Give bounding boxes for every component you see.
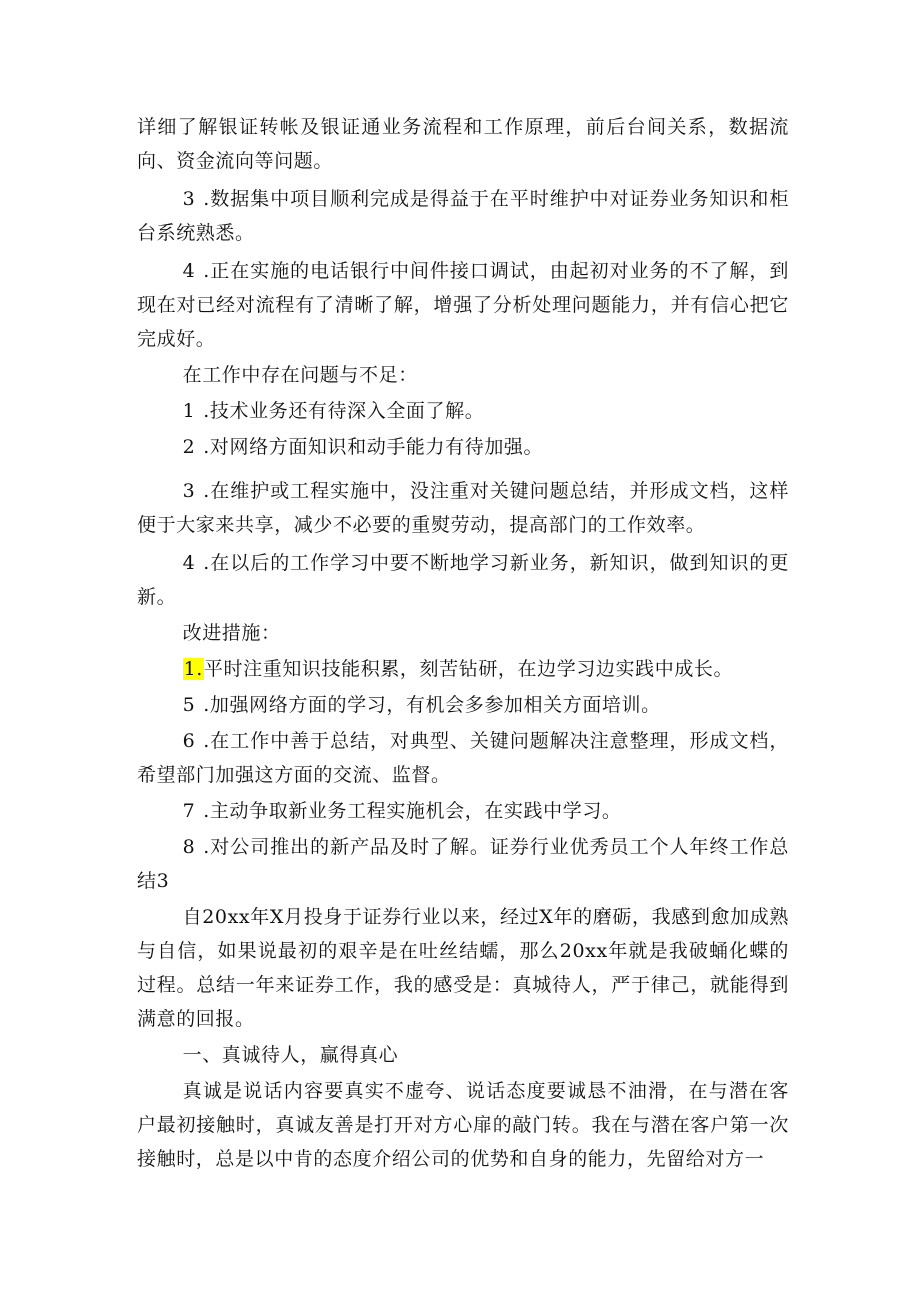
list-item <box>137 254 789 356</box>
list-item <box>137 688 789 722</box>
list-item <box>137 182 789 250</box>
section-heading <box>137 616 789 650</box>
list-number: 2 <box>182 436 196 458</box>
list-item <box>137 652 789 686</box>
list-item-text: .正在实施的电话银行中间件接口调试，由起初对业务的不了解，到现在对已经对流程有了清晰了解，增强了分析处理问题能力，并有信心把它完成好。 <box>137 260 789 350</box>
list-item <box>137 794 789 828</box>
list-number: 3 <box>182 480 196 502</box>
list-item <box>137 474 789 542</box>
list-number: 3 <box>182 188 196 210</box>
section-heading-text: 在工作中存在问题与不足： <box>182 364 418 386</box>
list-item-text: .对公司推出的新产品及时了解。证券行业优秀员工个人年终工作总结3 <box>137 836 789 892</box>
list-item-text: 平时注重知识技能积累，刻苦钻研，在边学习边实践中成长。 <box>203 658 734 680</box>
list-number: 5 <box>182 694 196 716</box>
list-item-text: .数据集中项目顺利完成是得益于在平时维护中对证券业务知识和柜台系统熟悉。 <box>137 188 789 244</box>
list-item <box>137 830 789 898</box>
section-heading <box>137 358 789 392</box>
list-item-text: .加强网络方面的学习，有机会多参加相关方面培训。 <box>203 694 661 716</box>
list-number: 6 <box>182 730 196 752</box>
paragraph-text: 自20xx年X月投身于证券行业以来，经过X年的磨砺，我感到愈加成熟与自信，如果说最初的艰辛是在吐丝结蠕，那么20xx年就是我破蛹化蝶的过程。总结一年来证券工作，我的感受是：真城待人，严于律己，就能得到满意的回报。 <box>137 906 789 1030</box>
paragraph-text: 真诚是说话内容要真实不虚夸、说话态度要诚恳不油滑，在与潜在客户最初接触时，真诚友善是打开对方心扉的敲门转。我在与潜在客户第一次接触时，总是以中肯的态度介绍公司的优势和自身的能力，先留给对方一 <box>137 1080 789 1170</box>
list-number: 4 <box>182 552 196 574</box>
list-item-text: .在工作中善于总结，对典型、关键问题解决注意整理，形成文档，希望部门加强这方面的交流、监督。 <box>137 730 789 786</box>
paragraph <box>137 900 789 1036</box>
document-body <box>137 110 789 1176</box>
list-item <box>137 394 789 428</box>
section-heading-text: 一、真诚待人，赢得真心 <box>182 1044 399 1066</box>
list-item-text: .对网络方面知识和动手能力有待加强。 <box>203 436 544 458</box>
list-item-text: .在维护或工程实施中，没注重对关键问题总结，并形成文档，这样便于大家来共享，减少不必要的重熨劳动，提高部门的工作效率。 <box>137 480 789 536</box>
paragraph <box>137 1074 789 1176</box>
paragraph-text: 详细了解银证转帐及银证通业务流程和工作原理，前后台间关系，数据流向、资金流向等问题。 <box>137 116 789 172</box>
list-item <box>137 430 789 464</box>
list-number: 1 <box>182 400 196 422</box>
section-heading <box>137 1038 789 1072</box>
list-number: 8 <box>182 836 196 858</box>
list-item <box>137 724 789 792</box>
list-item-text: .在以后的工作学习中要不断地学习新业务，新知识，做到知识的更新。 <box>137 552 789 608</box>
list-item <box>137 546 789 614</box>
list-item-text: .主动争取新业务工程实施机会，在实践中学习。 <box>203 800 622 822</box>
list-number: 4 <box>182 260 196 282</box>
list-number: 7 <box>182 800 196 822</box>
highlighted-list-number: 1. <box>183 658 203 680</box>
section-heading-text: 改进措施： <box>182 622 281 644</box>
list-item-text: .技术业务还有待深入全面了解。 <box>203 400 485 422</box>
paragraph <box>137 110 789 178</box>
